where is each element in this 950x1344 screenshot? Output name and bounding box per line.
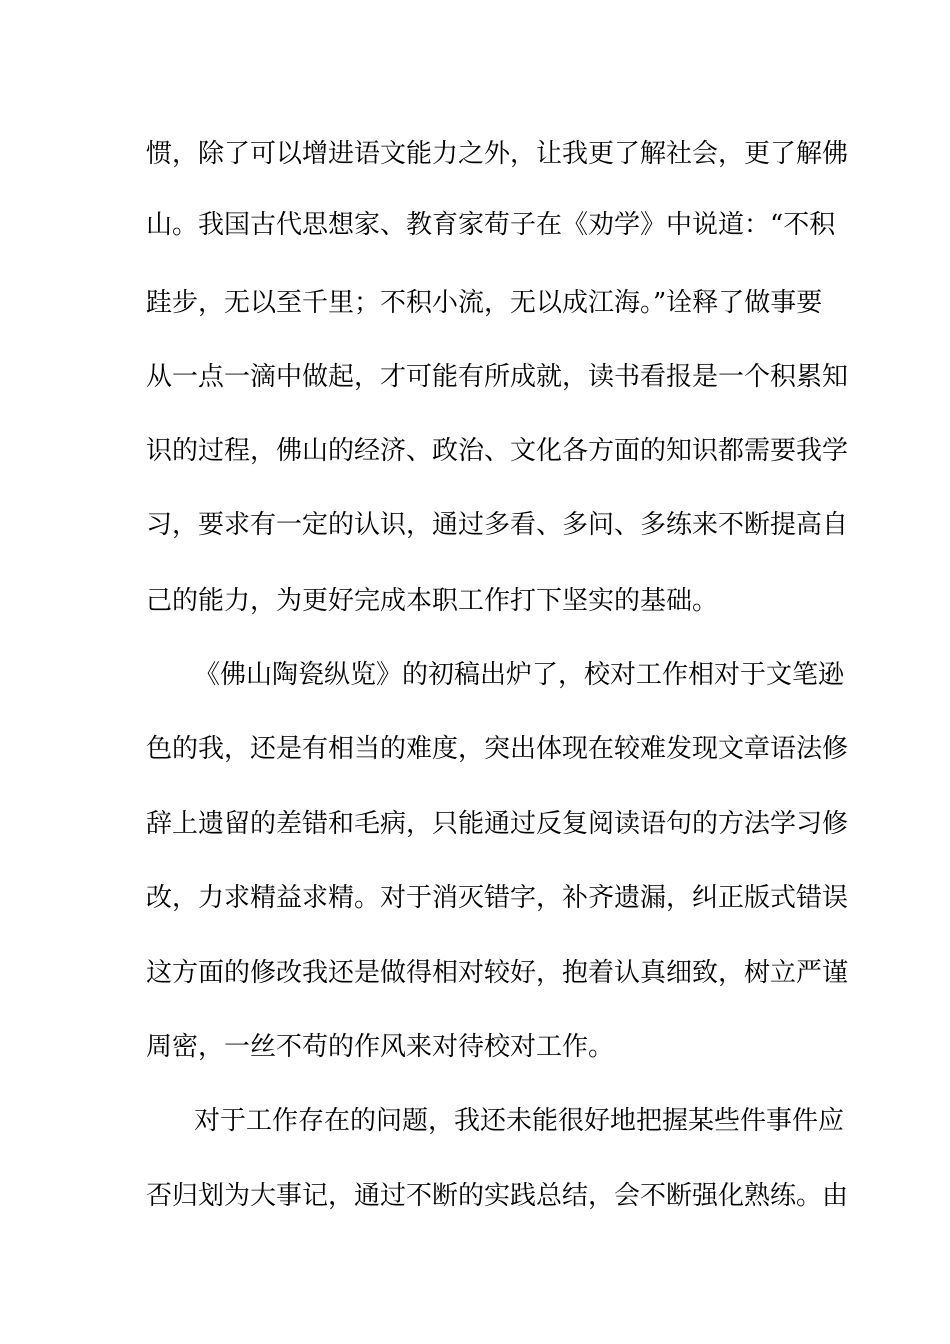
paragraph-line: 跬步，无以至千里；不积小流，无以成江海。”诠释了做事要 bbox=[146, 288, 823, 318]
paragraph-line: 色的我，还是有相当的难度，突出体现在较难发现文章语法修 bbox=[146, 734, 849, 764]
paragraph-line: 周密，一丝不苟的作风来对待校对工作。 bbox=[146, 1032, 615, 1062]
paragraph-line: 改，力求精益求精。对于消灭错字，补齐遗漏，纠正版式错误 bbox=[146, 883, 849, 913]
paragraph-line: 识的过程，佛山的经济、政治、文化各方面的知识都需要我学 bbox=[146, 436, 849, 466]
paragraph-line: 否归划为大事记，通过不断的实践总结，会不断强化熟练。由 bbox=[146, 1181, 849, 1211]
paragraph-line: 山。我国古代思想家、教育家荀子在《劝学》中说道：“不积 bbox=[146, 210, 836, 240]
paragraph-line: 对于工作存在的问题，我还未能很好地把握某些件事件应 bbox=[194, 1106, 845, 1136]
paragraph-line: 从一点一滴中做起，才可能有所成就，读书看报是一个积累知 bbox=[146, 362, 849, 392]
paragraph-line: 惯，除了可以增进语文能力之外，让我更了解社会，更了解佛 bbox=[146, 139, 849, 169]
paragraph-line: 己的能力，为更好完成本职工作打下坚实的基础。 bbox=[146, 586, 719, 616]
paragraph-line: 辞上遗留的差错和毛病，只能通过反复阅读语句的方法学习修 bbox=[146, 809, 849, 839]
paragraph-line: 《佛山陶瓷纵览》的初稿出炉了，校对工作相对于文笔逊 bbox=[194, 660, 845, 690]
paragraph-line: 这方面的修改我还是做得相对较好，抱着认真细致，树立严谨 bbox=[146, 958, 849, 988]
paragraph-line: 习，要求有一定的认识，通过多看、多问、多练来不断提高自 bbox=[146, 510, 849, 540]
